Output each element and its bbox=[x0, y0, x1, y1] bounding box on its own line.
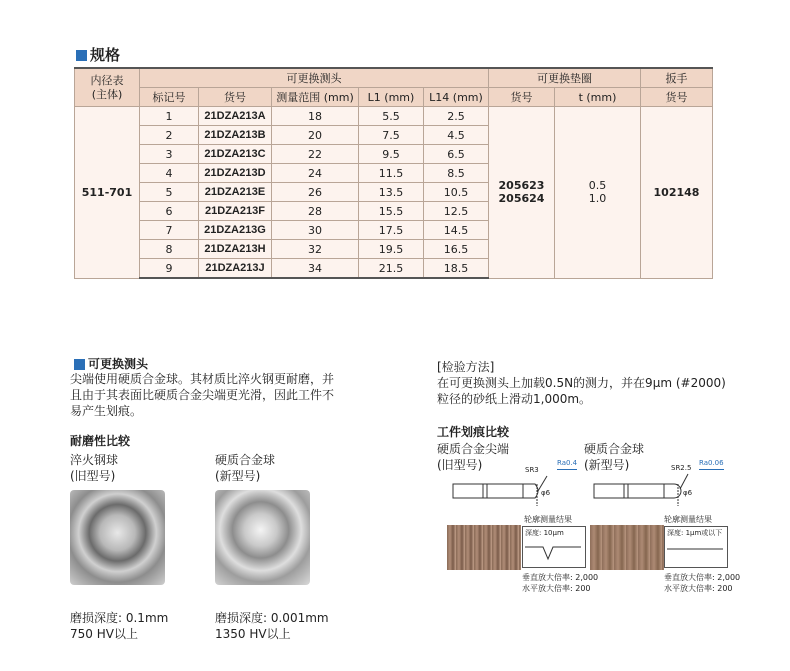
spec-table bbox=[74, 67, 713, 279]
cell-l14: 16.5 bbox=[424, 240, 489, 259]
cell-range: 28 bbox=[272, 202, 359, 221]
body-code: 511-701 bbox=[75, 107, 140, 279]
cell-mark: 6 bbox=[140, 202, 199, 221]
cell-mark: 5 bbox=[140, 183, 199, 202]
square-bullet-icon bbox=[74, 359, 85, 370]
cell-l1: 15.5 bbox=[359, 202, 424, 221]
steel-ball-photo bbox=[70, 490, 165, 585]
cell-range: 18 bbox=[272, 107, 359, 126]
cell-l1: 9.5 bbox=[359, 145, 424, 164]
cell-part: 21DZA213A bbox=[199, 107, 272, 126]
cell-part: 21DZA213F bbox=[199, 202, 272, 221]
right-profile-curve bbox=[665, 539, 725, 564]
header-part: 货号 bbox=[199, 88, 272, 107]
left-profile-title: 轮廓测量结果 bbox=[524, 515, 572, 524]
cell-part: 21DZA213J bbox=[199, 259, 272, 279]
left-sr: SR3 bbox=[525, 466, 539, 474]
washer-t: 0.5 1.0 bbox=[555, 107, 641, 279]
cell-mark: 4 bbox=[140, 164, 199, 183]
cell-range: 34 bbox=[272, 259, 359, 279]
right-depth: 深度: 1μm或以下 bbox=[667, 529, 723, 537]
table-row bbox=[75, 107, 713, 126]
scratch-left-label: 硬质合金尖端 (旧型号) bbox=[437, 442, 510, 472]
cell-l1: 13.5 bbox=[359, 183, 424, 202]
left-scratch-texture bbox=[447, 525, 521, 570]
cell-l1: 7.5 bbox=[359, 126, 424, 145]
header-washer-part: 货号 bbox=[489, 88, 555, 107]
cell-l1: 5.5 bbox=[359, 107, 424, 126]
header-wrench-part: 货号 bbox=[641, 88, 713, 107]
header-l1: L1 (mm) bbox=[359, 88, 424, 107]
cell-part: 21DZA213H bbox=[199, 240, 272, 259]
header-washer: 可更换垫圈 bbox=[489, 68, 641, 88]
washer-parts: 205623 205624 bbox=[489, 107, 555, 279]
cell-mark: 3 bbox=[140, 145, 199, 164]
cell-part: 21DZA213G bbox=[199, 221, 272, 240]
left-scale: 垂直放大倍率: 2,000 水平放大倍率: 200 bbox=[522, 573, 599, 593]
cell-mark: 1 bbox=[140, 107, 199, 126]
cell-mark: 2 bbox=[140, 126, 199, 145]
header-probe: 可更换测头 bbox=[140, 68, 489, 88]
cell-l14: 4.5 bbox=[424, 126, 489, 145]
scratch-title: 工件划痕比较 bbox=[437, 425, 510, 439]
right-probe-label: 硬质合金球 (新型号) bbox=[215, 453, 276, 483]
cell-range: 30 bbox=[272, 221, 359, 240]
left-ra: Ra0.4 bbox=[557, 458, 577, 470]
square-bullet-icon bbox=[76, 50, 87, 61]
left-dia: φ6 bbox=[541, 489, 551, 497]
cell-l14: 12.5 bbox=[424, 202, 489, 221]
probe-title: 可更换测头 bbox=[74, 355, 148, 372]
section-title: 规格 bbox=[76, 44, 120, 65]
cell-l14: 18.5 bbox=[424, 259, 489, 279]
cell-part: 21DZA213D bbox=[199, 164, 272, 183]
cell-part: 21DZA213B bbox=[199, 126, 272, 145]
cell-l14: 6.5 bbox=[424, 145, 489, 164]
right-scale: 垂直放大倍率: 2,000 水平放大倍率: 200 bbox=[664, 573, 741, 593]
cell-l1: 19.5 bbox=[359, 240, 424, 259]
cell-range: 20 bbox=[272, 126, 359, 145]
cell-part: 21DZA213C bbox=[199, 145, 272, 164]
wear-title: 耐磨性比较 bbox=[70, 434, 131, 448]
right-profile-box bbox=[664, 526, 728, 568]
header-wrench: 扳手 bbox=[641, 68, 713, 88]
spec-table-body bbox=[75, 107, 713, 279]
header-mark: 标记号 bbox=[140, 88, 199, 107]
header-t: t (mm) bbox=[555, 88, 641, 107]
cell-l1: 21.5 bbox=[359, 259, 424, 279]
right-profile-title: 轮廓测量结果 bbox=[664, 515, 712, 524]
cell-range: 24 bbox=[272, 164, 359, 183]
cell-part: 21DZA213E bbox=[199, 183, 272, 202]
header-range: 测量范围 (mm) bbox=[272, 88, 359, 107]
right-result: 磨损深度: 0.001mm 1350 HV以上 bbox=[215, 611, 329, 641]
test-method: [检验方法] 在可更换测头上加载0.5N的测力，并在9μm (#2000) 粒径的砂纸上滑动1,000m。 bbox=[437, 360, 726, 406]
cell-mark: 9 bbox=[140, 259, 199, 279]
cell-l14: 10.5 bbox=[424, 183, 489, 202]
cell-l14: 8.5 bbox=[424, 164, 489, 183]
left-depth: 深度: 10μm bbox=[525, 529, 564, 537]
cell-mark: 7 bbox=[140, 221, 199, 240]
carbide-ball-photo bbox=[215, 490, 310, 585]
cell-mark: 8 bbox=[140, 240, 199, 259]
cell-l14: 14.5 bbox=[424, 221, 489, 240]
left-profile-box bbox=[522, 526, 586, 568]
wrench-part: 102148 bbox=[641, 107, 713, 279]
left-profile-curve bbox=[523, 539, 583, 564]
header-l14: L14 (mm) bbox=[424, 88, 489, 107]
cell-range: 32 bbox=[272, 240, 359, 259]
right-sr: SR2.5 bbox=[671, 464, 692, 472]
cell-l14: 2.5 bbox=[424, 107, 489, 126]
cell-range: 22 bbox=[272, 145, 359, 164]
cell-l1: 11.5 bbox=[359, 164, 424, 183]
right-ra: Ra0.06 bbox=[699, 458, 724, 470]
right-scratch-texture bbox=[590, 525, 664, 570]
right-dia: φ6 bbox=[683, 489, 693, 497]
scratch-right-label: 硬质合金球 (新型号) bbox=[584, 442, 645, 472]
header-inner: 内径表 (主体) bbox=[75, 68, 140, 107]
left-probe-label: 淬火钢球 (旧型号) bbox=[70, 453, 119, 483]
cell-l1: 17.5 bbox=[359, 221, 424, 240]
cell-range: 26 bbox=[272, 183, 359, 202]
left-result: 磨损深度: 0.1mm 750 HV以上 bbox=[70, 611, 169, 641]
probe-desc: 尖端使用硬质合金球。其材质比淬火钢更耐磨，并 且由于其表面比硬质合金尖端更光滑，因此工件不 易产生划痕。 bbox=[70, 372, 335, 418]
